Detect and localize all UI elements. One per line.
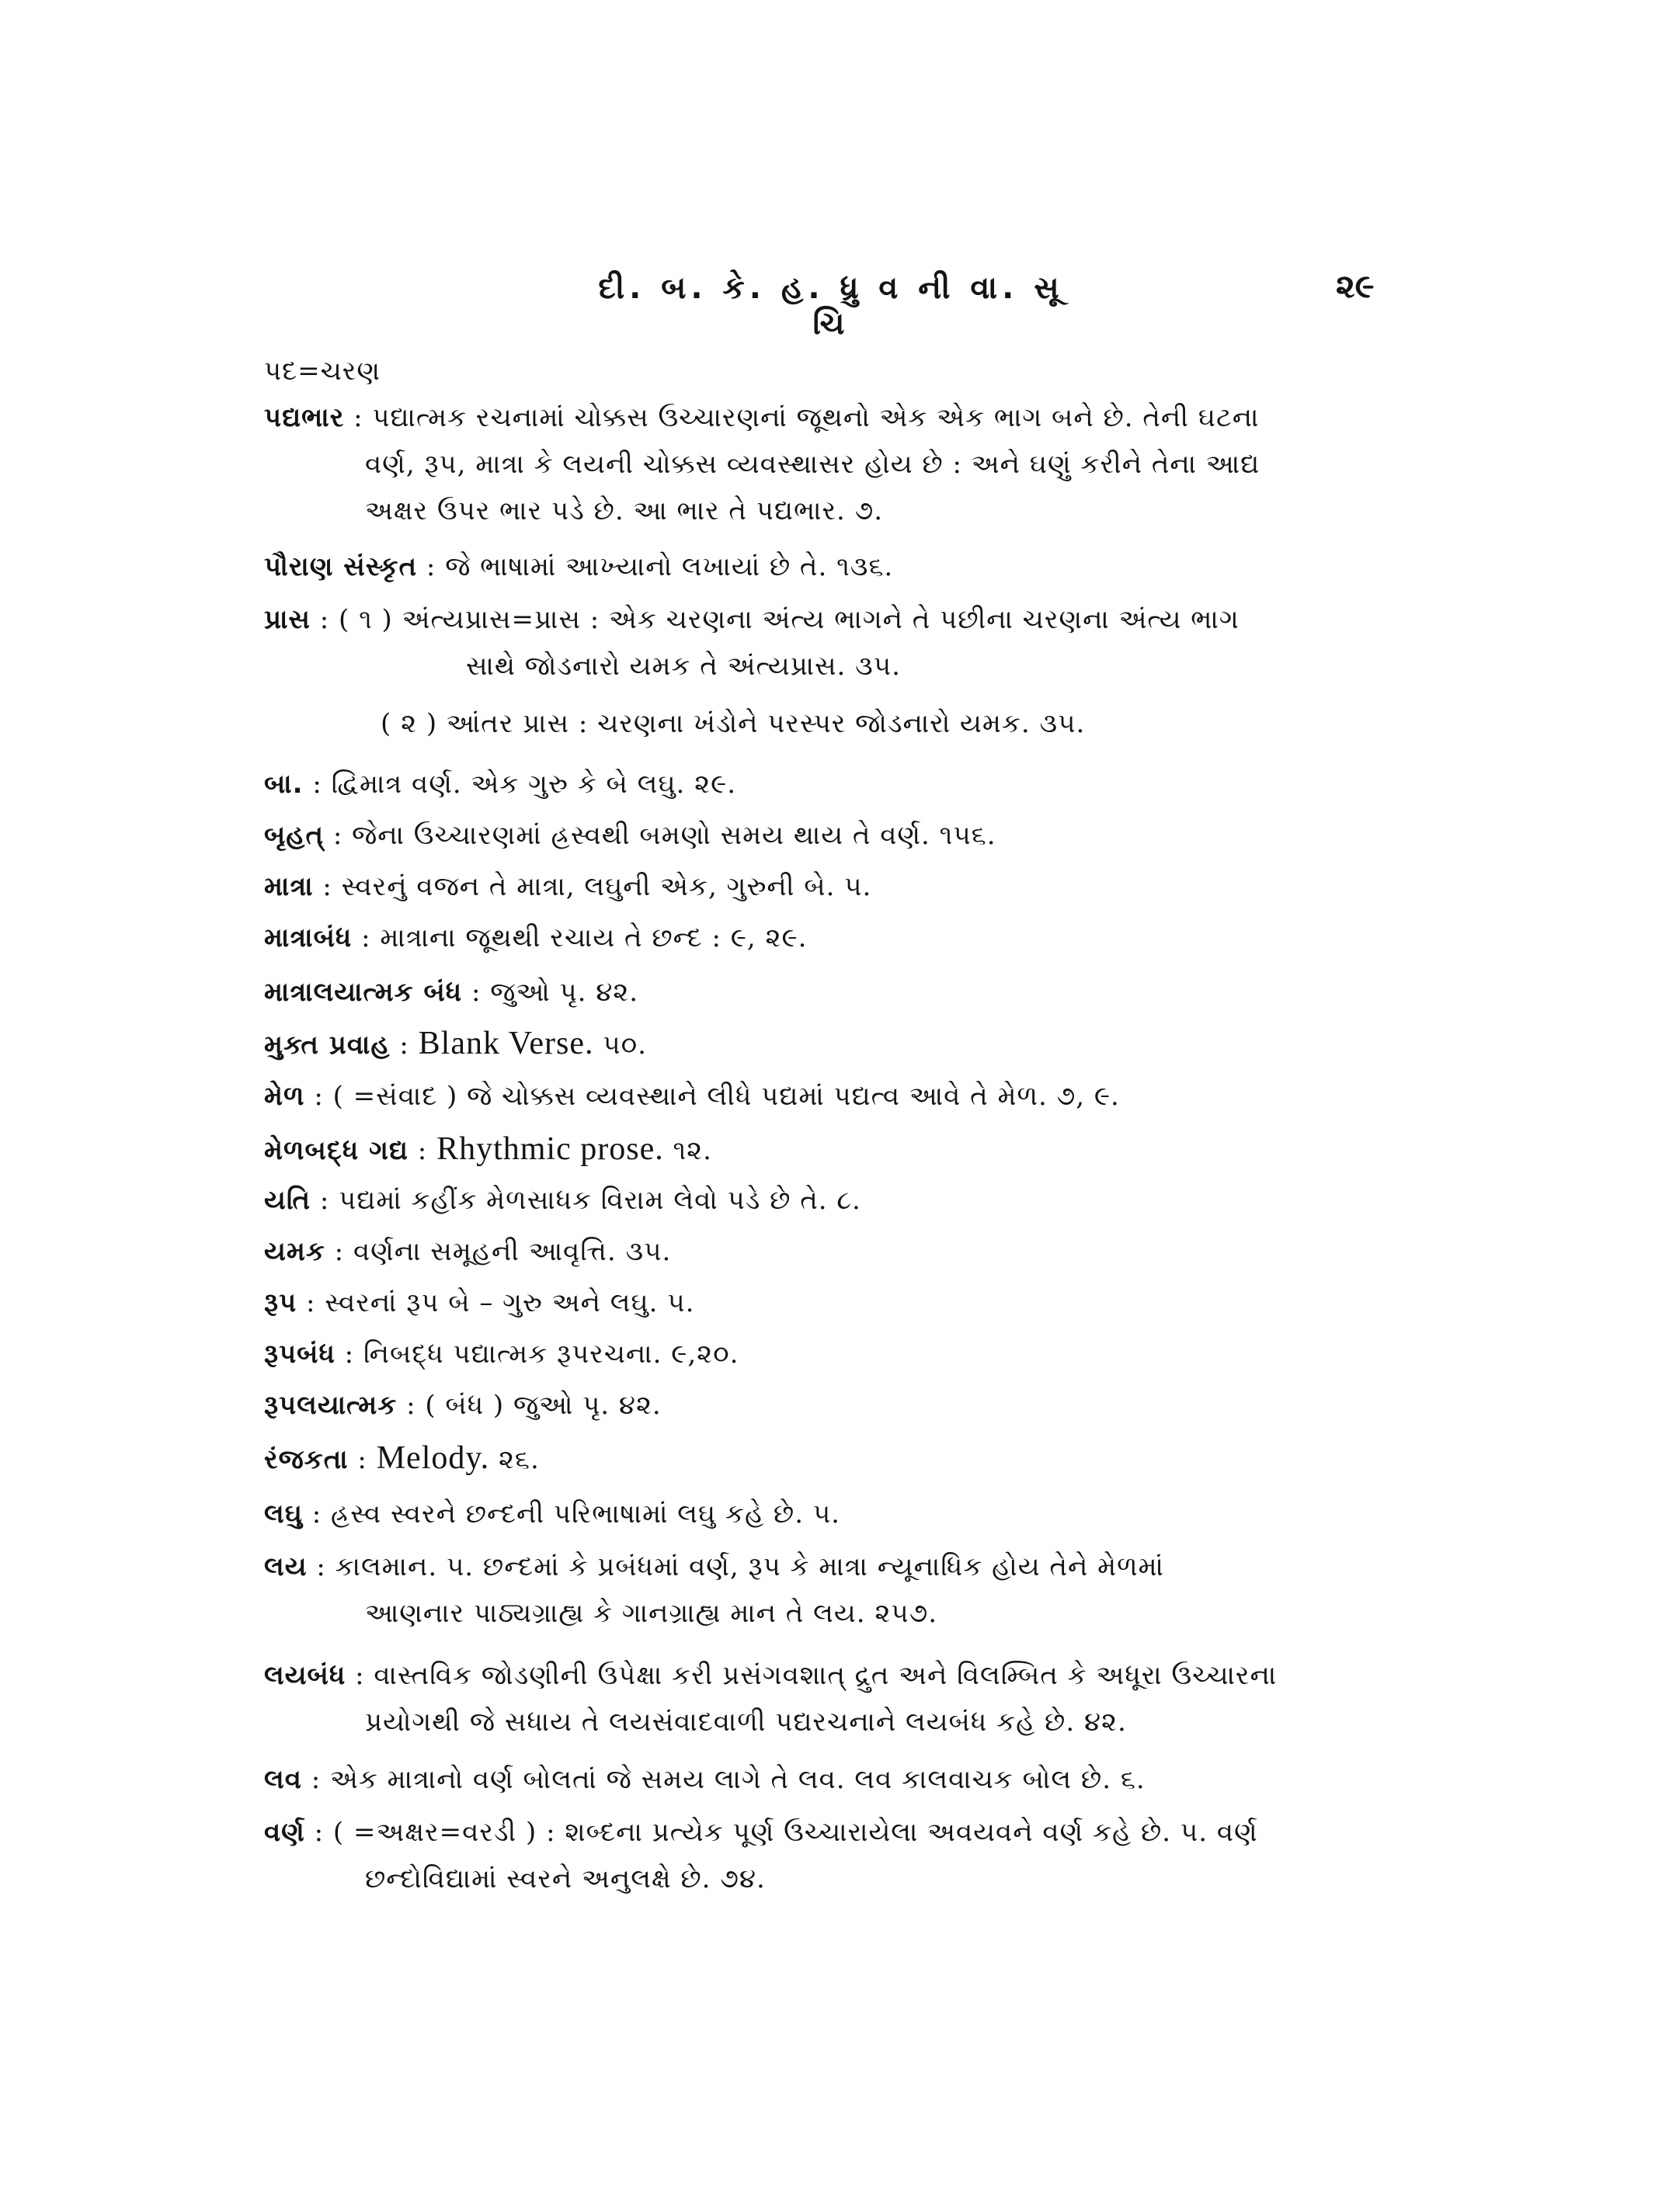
entry-separator: : (417, 551, 446, 582)
entry-definition: ૧૨. (663, 1135, 712, 1166)
entry-separator: : (390, 1030, 419, 1061)
page-number: ૨૯ (1336, 267, 1375, 305)
glossary-entry (264, 1126, 1413, 1174)
entry-definition: જુઓ પૃ. ૪૨. (490, 977, 639, 1008)
entry-definition-latin: Melody. (376, 1440, 490, 1476)
entry-separator: : (303, 769, 332, 800)
entry-term: લય (264, 1551, 308, 1582)
entry-term: મેળબદ્ધ ગદ્ય (264, 1135, 409, 1166)
entry-separator: : (324, 820, 353, 851)
entry-definition-continued: છન્દોવિદ્યામાં સ્વરને અનુલક્ષે છે. ૭૪. (365, 1863, 766, 1894)
entry-definition: સ્વરનું વજન તે માત્રા, લઘુની એક, ગુરુની બે. ૫. (341, 871, 872, 902)
entry-definition-continued: સાથે જોડનારો યમક તે અંત્યપ્રાસ. ૩૫. (466, 651, 901, 682)
entry-definition: જે ભાષામાં આખ્યાનો લખાયાં છે તે. ૧૩૬. (445, 551, 894, 582)
glossary-entry (264, 543, 1413, 590)
entry-definition: એક માત્રાનો વર્ણ બોલતાં જે સમય લાગે તે લવ. લવ કાલવાચક બોલ છે. ૬. (329, 1764, 1146, 1795)
entry-separator: : (302, 1498, 331, 1530)
entry-term: માત્રા (264, 871, 314, 902)
entry-separator: : (297, 1287, 325, 1318)
glossary-entry (264, 1491, 1413, 1537)
entry-definition: ચરણ (320, 356, 381, 387)
entry-definition-latin: Rhythmic prose. (436, 1131, 664, 1167)
entry-term: પદ (264, 356, 298, 387)
entry-term: રૂપબંધ (264, 1339, 336, 1370)
glossary-entry (264, 969, 1413, 1016)
glossary-entry (264, 1435, 1413, 1483)
entry-term: વર્ણ (264, 1817, 305, 1848)
entry-separator: : (409, 1135, 437, 1166)
entry-separator: : (344, 402, 373, 433)
entry-definition-continued: આણનાર પાઠ્યગ્રાહ્ય કે ગાનગ્રાહ્ય માન તે લય. ૨૫૭. (365, 1598, 938, 1629)
entry-definition: વર્ણના સમૂહની આવૃત્તિ. ૩૫. (353, 1236, 672, 1267)
entry-separator: : (307, 1551, 336, 1582)
glossary-entry (264, 761, 1413, 807)
entry-term: માત્રાબંધ (264, 922, 353, 953)
entry-definition: વાસ્તવિક જોડણીની ઉપેક્ષા કરી પ્રસંગવશાત્ દ્રુત અને વિલમ્બિત કે અધૂરા ઉચ્ચારના (374, 1660, 1278, 1691)
entry-term: લવ (264, 1764, 302, 1795)
entry-definition-continued: અક્ષર ઉપર ભાર પડે છે. આ ભાર તે પદ્યભાર. ૭. (365, 495, 884, 526)
glossary-entry (264, 1073, 1413, 1120)
glossary-entry (264, 863, 1413, 910)
entry-term: યમક (264, 1236, 325, 1267)
entry-definition: ( ૧ ) અંત્યપ્રાસ=પ્રાસ : એક ચરણના અંત્ય ભાગને તે પછીના ચરણના અંત્ય ભાગ (339, 604, 1240, 635)
entry-separator: : (325, 1236, 353, 1267)
glossary-entry (264, 1544, 1413, 1637)
running-title: દી. બ. કે. હ. ધ્રુ વ ની વા. સૂ ચિ (598, 270, 1064, 342)
entry-term: પ્રાસ (264, 604, 311, 635)
entry-definition: જેના ઉચ્ચારણમાં હ્રસ્વથી બમણો સમય થાય તે વર્ણ. ૧૫૬. (352, 820, 996, 851)
entry-definition-continued: પ્રયોગથી જે સધાય તે લયસંવાદવાળી પદ્યરચનાને લયબંધ કહે છે. ૪૨. (365, 1707, 1127, 1738)
entry-definition: પદ્યાત્મક રચનામાં ચોક્કસ ઉચ્ચારણનાં જૂથનો એક એક ભાગ બને છે. તેની ઘટના (372, 402, 1260, 433)
glossary-entry (264, 1809, 1413, 1902)
glossary-entry (264, 1020, 1413, 1068)
entry-separator: : (462, 977, 491, 1008)
entry-term: પદ્યભાર (264, 402, 345, 433)
entry-separator: : (335, 1339, 363, 1370)
glossary-entry (264, 1756, 1413, 1803)
entry-definition: નિબદ્ધ પદ્યાત્મક રૂપરચના. ૯,૨૦. (363, 1339, 739, 1370)
entry-term: માત્રાલયાત્મક બંધ (264, 977, 463, 1008)
entry-definition: ( =અક્ષર=વરડી ) : શબ્દના પ્રત્યેક પૂર્ણ ઉચ્ચારાયેલા અવયવને વર્ણ કહે છે. ૫. વર્ણ (332, 1817, 1258, 1848)
entry-term: મુક્ત પ્રવાહ (264, 1030, 391, 1061)
entry-term: પૌરાણ સંસ્કૃત (264, 551, 418, 582)
entry-term: બા. (264, 769, 304, 800)
entry-definition: ૨૬. (489, 1444, 540, 1475)
glossary-entry (264, 1652, 1413, 1745)
entry-definition: સ્વરનાં રૂપ બે – ગુરુ અને લઘુ. ૫. (325, 1287, 695, 1318)
glossary-entry (264, 596, 1413, 747)
glossary-entry (264, 1177, 1413, 1224)
entry-definition-continued: ( ૨ ) આંતર પ્રાસ : ચરણના ખંડોને પરસ્પર જોડનારો યમક. ૩૫. (381, 708, 1086, 739)
entry-separator: = (297, 356, 321, 387)
entry-separator: : (301, 1764, 330, 1795)
entry-separator: : (348, 1444, 377, 1475)
entry-definition: ( બંધ ) જુઓ પૃ. ૪૨. (425, 1390, 662, 1421)
glossary-entry (264, 1280, 1413, 1326)
entry-definition: ૫૦. (593, 1030, 647, 1061)
entry-definition-latin: Blank Verse. (418, 1026, 594, 1061)
entry-definition: કાલમાન. ૫. છન્દમાં કે પ્રબંધમાં વર્ણ, રૂપ કે માત્રા ન્યૂનાધિક હોય તેને મેળમાં (335, 1551, 1164, 1582)
entry-term: મેળ (264, 1081, 305, 1112)
entry-separator: : (311, 1185, 339, 1216)
glossary-entry (264, 1228, 1413, 1275)
entry-definition: પદ્યમાં કહીંક મેળસાધક વિરામ લેવો પડે છે તે. ૮. (339, 1185, 861, 1216)
glossary-entry (264, 915, 1413, 961)
glossary-entry (264, 1382, 1413, 1429)
entry-term: રૂપ (264, 1287, 297, 1318)
entry-term: રૂપલયાત્મક (264, 1390, 398, 1421)
entry-separator: : (304, 1081, 333, 1112)
entry-term: લઘુ (264, 1498, 303, 1530)
glossary-entry (264, 348, 1413, 394)
glossary-entry (264, 394, 1413, 534)
entry-term: બૃહત્ (264, 820, 325, 851)
entry-separator: : (346, 1660, 374, 1691)
glossary-entry (264, 812, 1413, 859)
glossary-entry (264, 1331, 1413, 1377)
entry-definition: માત્રાના જૂથથી રચાય તે છન્દ : ૯, ૨૯. (380, 922, 808, 953)
entry-term: લયબંધ (264, 1660, 346, 1691)
entry-separator: : (304, 1817, 333, 1848)
entry-term: યતિ (264, 1185, 311, 1216)
entry-separator: : (352, 922, 381, 953)
entry-term: રંજકતા (264, 1444, 349, 1475)
entry-separator: : (397, 1390, 426, 1421)
entry-definition: હ્રસ્વ સ્વરને છન્દની પરિભાષામાં લઘુ કહે છે. ૫. (330, 1498, 840, 1530)
entry-separator: : (310, 604, 339, 635)
entry-definition: ( =સંવાદ ) જે ચોક્કસ વ્યવસ્થાને લીધે પદ્યમાં પદ્યત્વ આવે તે મેળ. ૭, ૯. (332, 1081, 1120, 1112)
entry-definition-continued: વર્ણ, રૂપ, માત્રા કે લયની ચોક્કસ વ્યવસ્થાસર હોય છે : અને ઘણું કરીને તેના આદ્ય (365, 449, 1260, 480)
entry-definition: દ્વિમાત્ર વર્ણ. એક ગુરુ કે બે લઘુ. ૨૯. (331, 769, 737, 800)
entry-separator: : (313, 871, 342, 902)
